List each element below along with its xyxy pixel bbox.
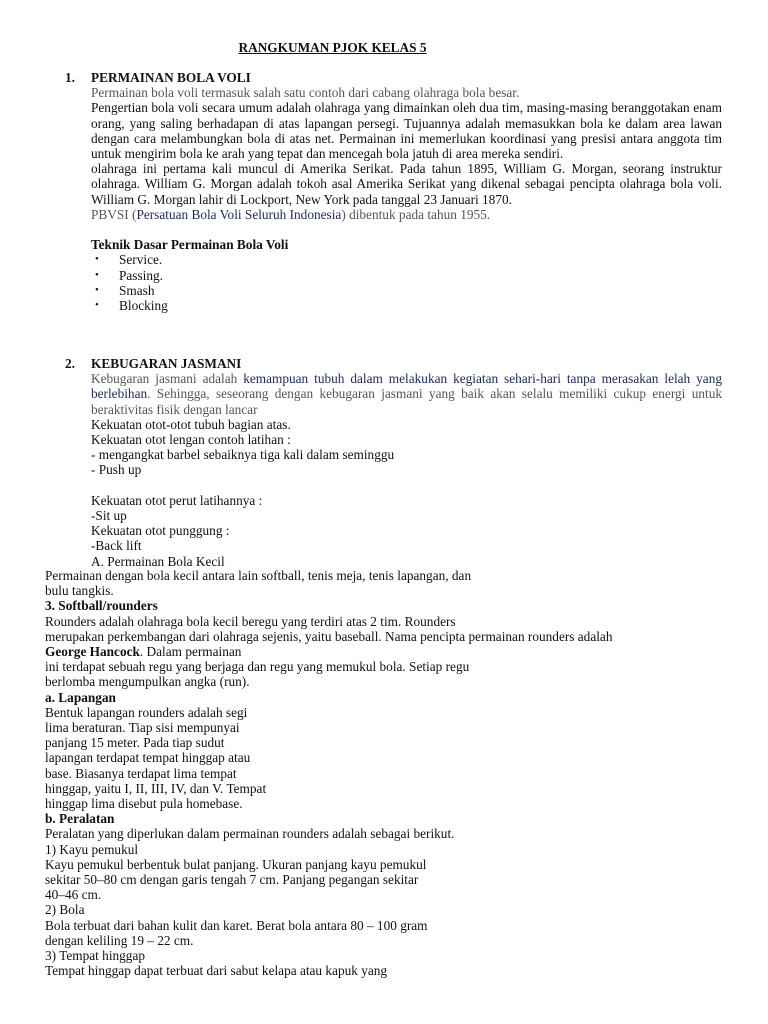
- text-span: . Dalam permainan: [139, 644, 242, 660]
- list-item: • Blocking: [119, 298, 722, 313]
- subheading: Teknik Dasar Permainan Bola Voli: [91, 237, 289, 253]
- text-line: 40–46 cm.: [45, 887, 102, 903]
- text-line: 2) Bola: [45, 902, 85, 918]
- text-line: hinggap lima disebut pula homebase.: [45, 796, 243, 812]
- text-line: Peralatan yang diperlukan dalam permainan rounders adalah sebagai berikut.: [45, 826, 455, 842]
- text-line: 3) Tempat hinggap: [45, 948, 146, 964]
- subheading: b. Peralatan: [45, 811, 115, 827]
- text-line: Kayu pemukul berbentuk bulat panjang. Ukuran panjang kayu pemukul: [45, 856, 427, 872]
- text-line: hinggap, yaitu I, II, III, IV, dan V. Tempat: [45, 780, 267, 796]
- section-number: 2.: [65, 356, 75, 371]
- list-item: • Passing.: [119, 268, 722, 283]
- paragraph: Pengertian bola voli secara umum adalah olahraga yang dimainkan oleh dua tim, masing-masing beranggotakan enam orang, yang saling berhadapan di atas lapangan persegi. Tujuannya adalah memasukkan bola ke dalam area lawan dengan cara melambungkan bola di atas net. Permainan ini memerlukan koordinasi yang presisi antara anggota tim untuk mengirim bola ke arah yang tepat dan mencegah bola jatuh di area mereka sendiri.: [91, 100, 722, 162]
- definition-link[interactable]: kemampuan tubuh dalam melakukan kegiatan sehari-hari tanpa merasakan lelah yang berlebihan: [91, 371, 722, 402]
- pbvsi-link[interactable]: Persatuan Bola Voli Seluruh Indonesia: [136, 206, 342, 222]
- text-line: [45, 644, 722, 659]
- text-line: lapangan terdapat tempat hinggap atau: [45, 750, 251, 766]
- text-line: A. Permainan Bola Kecil: [91, 553, 225, 569]
- subheading: a. Lapangan: [45, 689, 116, 705]
- text-line: Bentuk lapangan rounders adalah segi: [45, 704, 248, 720]
- text-line: sekitar 50–80 cm dengan garis tengah 7 cm. Panjang pegangan sekitar: [45, 872, 419, 888]
- list-item: • Smash: [119, 283, 722, 298]
- text-span: PBVSI (: [91, 206, 137, 222]
- teknik-list: [91, 252, 722, 313]
- text-line: Tempat hinggap dapat terbuat dari sabut kelapa atau kapuk yang: [45, 963, 388, 979]
- paragraph: [91, 371, 722, 417]
- paragraph: Permainan bola voli termasuk salah satu contoh dari cabang olahraga bola besar.: [91, 85, 520, 101]
- section-heading: 3. Softball/rounders: [45, 598, 158, 614]
- text-line: merupakan perkembangan dari olahraga sejenis, yaitu baseball. Nama pencipta permainan rounders adalah: [45, 628, 613, 644]
- text-line: - Push up: [91, 462, 142, 478]
- text-line: dengan keliling 19 – 22 cm.: [45, 932, 194, 948]
- text-line: Kekuatan otot lengan contoh latihan :: [91, 432, 291, 448]
- text-line: - mengangkat barbel sebaiknya tiga kali dalam seminggu: [91, 447, 395, 463]
- text-line: Rounders adalah olahraga bola kecil beregu yang terdiri atas 2 tim. Rounders: [45, 613, 456, 629]
- section-bola-voli: [65, 70, 722, 314]
- section-number: 1.: [65, 70, 75, 85]
- text-line: Bola terbuat dari bahan kulit dan karet. Berat bola antara 80 – 100 gram: [45, 917, 428, 933]
- text-span: ) dibentuk pada tahun 1955.: [341, 206, 491, 222]
- text-line: -Sit up: [91, 508, 127, 524]
- inventor-name: George Hancock: [45, 644, 140, 660]
- section-heading: PERMAINAN BOLA VOLI: [91, 70, 251, 85]
- section-heading: KEBUGARAN JASMANI: [91, 356, 242, 371]
- text-span: Kebugaran jasmani adalah: [91, 371, 244, 387]
- text-span: . Sehingga, seseorang dengan kebugaran jasmani yang baik akan selalu memiliki cukup energi untuk beraktivitas fisik dengan lancar: [91, 386, 722, 417]
- text-line: Permainan dengan bola kecil antara lain softball, tenis meja, tenis lapangan, dan: [45, 568, 472, 583]
- list-item: • Service.: [119, 252, 722, 267]
- text-line: bulu tangkis.: [45, 583, 114, 599]
- text-line: -Back lift: [91, 538, 142, 554]
- text-line: Kekuatan otot punggung :: [91, 523, 230, 539]
- text-line: 1) Kayu pemukul: [45, 841, 139, 857]
- text-line: ini terdapat sebuah regu yang berjaga dan regu yang memukul bola. Setiap regu: [45, 659, 470, 675]
- text-line: berlomba mengumpulkan angka (run).: [45, 674, 250, 690]
- paragraph: olahraga ini pertama kali muncul di Amerika Serikat. Pada tahun 1895, William G. Morgan, seorang instruktur olahraga. William G. Morgan adalah tokoh asal Amerika Serikat yang dikenal sebagai pencipta olahraga bola voli. William G. Morgan lahir di Lockport, New York pada tanggal 23 Januari 1870.: [91, 161, 722, 207]
- section-kebugaran: [65, 356, 722, 569]
- text-line: lima beraturan. Tiap sisi mempunyai: [45, 720, 240, 736]
- page-title: RANGKUMAN PJOK KELAS 5: [238, 40, 427, 55]
- text-line: Kekuatan otot perut latihannya :: [91, 492, 263, 508]
- section-softball: [45, 568, 722, 978]
- text-line: panjang 15 meter. Pada tiap sudut: [45, 735, 225, 751]
- text-line: base. Biasanya terdapat lima tempat: [45, 765, 237, 781]
- paragraph: [91, 207, 722, 222]
- text-line: Kekuatan otot-otot tubuh bagian atas.: [91, 416, 291, 432]
